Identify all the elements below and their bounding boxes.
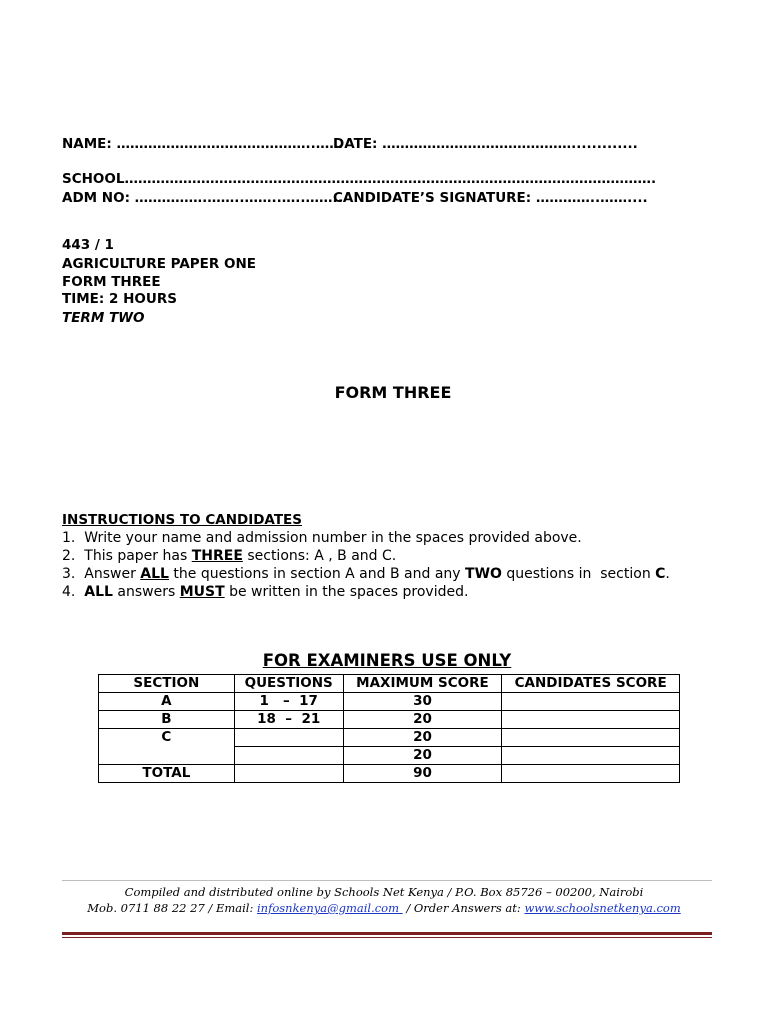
paper-term: TERM TWO (62, 310, 145, 326)
instruction-emphasis: THREE (191, 548, 243, 564)
instruction-number: 4. (62, 584, 76, 600)
section-cell: A (99, 693, 235, 711)
date-field: DATE: ……………………………………............. (333, 136, 638, 152)
candidate-score-cell[interactable] (502, 765, 680, 783)
instruction-text: Answer (84, 566, 141, 582)
instruction-number: 1. (62, 530, 76, 546)
max-score-cell: 20 (343, 711, 502, 729)
instruction-text: answers (112, 584, 180, 600)
instruction-emphasis: C (655, 566, 666, 582)
instruction-item (62, 566, 670, 582)
examiners-title-text: FOR EXAMINERS USE ONLY (262, 651, 512, 670)
instruction-number: 2. (62, 548, 76, 564)
candidate-score-cell[interactable] (502, 711, 680, 729)
paper-time: TIME: 2 HOURS (62, 291, 177, 307)
score-table (98, 674, 680, 783)
instruction-text: Write your name and admission number in the spaces provided above. (84, 530, 582, 546)
footer-rule (62, 932, 712, 935)
instruction-number: 3. (62, 566, 76, 582)
table-row (99, 729, 680, 747)
footer-line-1: Compiled and distributed online by Schools Net Kenya / P.O. Box 85726 – 00200, Nairobi (124, 885, 644, 899)
max-score-cell: 20 (343, 747, 502, 765)
instruction-emphasis: TWO (465, 566, 502, 582)
section-cell: C (99, 729, 235, 765)
column-header: SECTION (99, 675, 235, 693)
column-header: CANDIDATES SCORE (502, 675, 680, 693)
instruction-item (62, 548, 396, 564)
footer-contact: Mob. 0711 88 22 27 / Email: (87, 901, 257, 915)
section-cell: TOTAL (99, 765, 235, 783)
questions-cell: 18 – 21 (234, 711, 343, 729)
paper-code: 443 / 1 (62, 237, 114, 253)
candidate-score-cell[interactable] (502, 729, 680, 747)
website-link[interactable]: www.schoolsnetkenya.com (524, 901, 681, 915)
section-cell: B (99, 711, 235, 729)
instruction-text: questions in section (501, 566, 656, 582)
school-field: SCHOOL………………………………………………………………………………………………………. (62, 171, 657, 187)
questions-cell (234, 747, 343, 765)
table-row (99, 711, 680, 729)
candidate-score-cell[interactable] (502, 693, 680, 711)
instructions-heading: INSTRUCTIONS TO CANDIDATES (62, 512, 302, 528)
instruction-item (62, 530, 582, 546)
table-header-row (99, 675, 680, 693)
instruction-emphasis: ALL (84, 584, 113, 600)
adm-no-field: ADM NO: …………….……..……..…..…….. (62, 190, 343, 206)
page-title: FORM THREE (334, 383, 452, 402)
table-row (99, 765, 680, 783)
footer-line-2 (0, 901, 768, 915)
table-row (99, 693, 680, 711)
instruction-text: the questions in section A and B and any (168, 566, 466, 582)
instruction-text: sections: A , B and C. (242, 548, 397, 564)
column-header: MAXIMUM SCORE (343, 675, 502, 693)
paper-form: FORM THREE (62, 274, 161, 290)
name-field: NAME: ……………………………………..…… (62, 136, 343, 152)
max-score-cell: 20 (343, 729, 502, 747)
instruction-emphasis: MUST (179, 584, 225, 600)
instruction-text: . (665, 566, 670, 582)
questions-cell: 1 – 17 (234, 693, 343, 711)
instruction-text: This paper has (84, 548, 192, 564)
questions-cell (234, 729, 343, 747)
column-header: QUESTIONS (234, 675, 343, 693)
footer-order-text: / Order Answers at: (402, 901, 525, 915)
max-score-cell: 30 (343, 693, 502, 711)
questions-cell (234, 765, 343, 783)
email-link[interactable]: infosnkenya@gmail.com (257, 901, 403, 915)
instruction-item (62, 584, 468, 600)
instruction-emphasis: ALL (140, 566, 169, 582)
footer-rule-thin (62, 937, 712, 938)
examiners-title (0, 651, 768, 670)
footer-divider (62, 880, 712, 881)
paper-subject: AGRICULTURE PAPER ONE (62, 256, 256, 272)
candidate-signature-field: CANDIDATE’S SIGNATURE: …………..…….... (333, 190, 648, 206)
candidate-score-cell[interactable] (502, 747, 680, 765)
instruction-text: be written in the spaces provided. (224, 584, 469, 600)
max-score-cell: 90 (343, 765, 502, 783)
